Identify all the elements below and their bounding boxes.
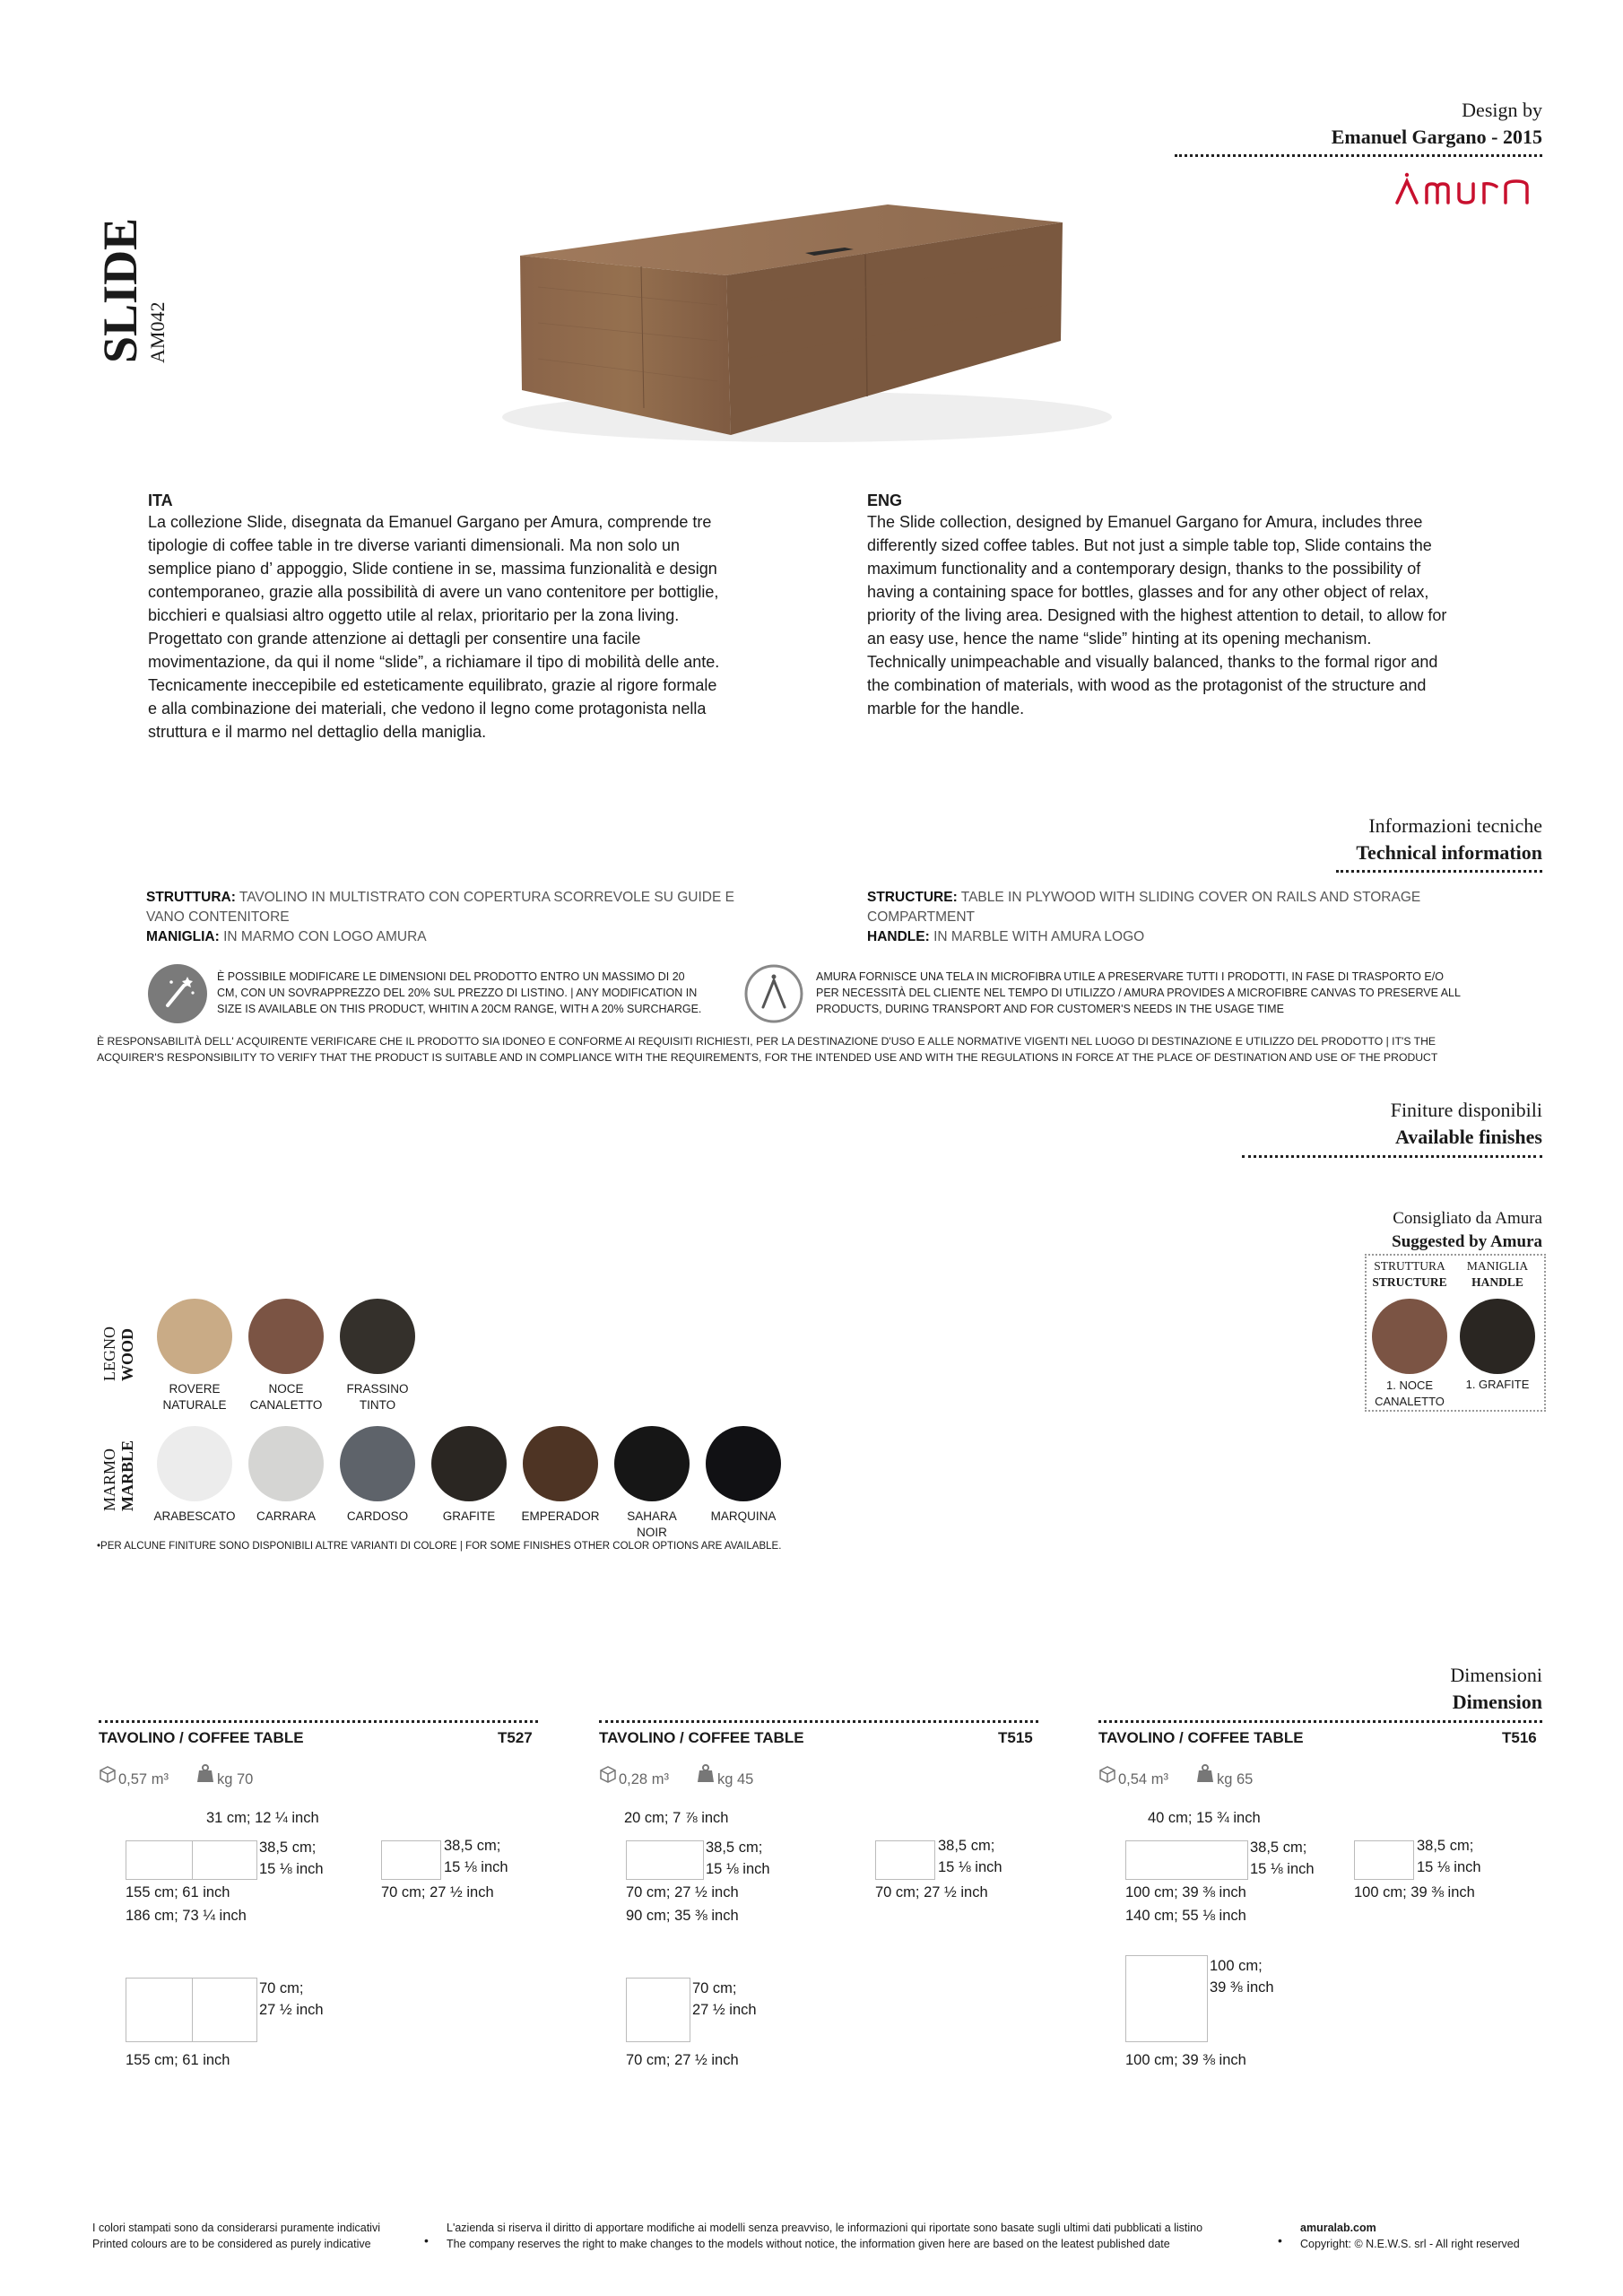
side-length: 70 cm; 27 ½ inch [875,1884,988,1900]
suggested-handle-name: 1. GRAFITE [1465,1378,1530,1391]
microfiber-canvas-icon [744,964,803,1023]
front-view-drawing [126,1840,257,1880]
finishes-title-en: Available finishes [1394,1126,1542,1148]
side-length: 100 cm; 39 ⅜ inch [1354,1884,1475,1900]
front-height-2: 15 ⅛ inch [706,1861,770,1877]
marble-swatch [248,1426,324,1501]
marble-swatch-label [420,1509,518,1525]
product-image [466,188,1112,448]
eng-structure-text: TABLE IN PLYWOOD WITH SLIDING COVER ON RAILS AND STORAGE [960,890,1421,905]
plan-depth-2: 39 ⅜ inch [1210,1979,1274,1996]
cube-icon [599,1765,617,1787]
front-height-2: 15 ⅛ inch [259,1861,324,1877]
marble-swatch [431,1426,507,1501]
marble-swatch-label-line: ARABESCATO [153,1509,236,1523]
plan-view-drawing [1125,1955,1208,2042]
front-length-1: 155 cm; 61 inch [126,1884,230,1900]
plan-view-drawing [626,1978,690,2042]
wood-swatch-label [328,1381,427,1413]
suggested-structure-en: STRUCTURE [1372,1275,1447,1289]
weight-value: kg 70 [217,1771,254,1787]
ita-text-line: bicchieri e qualsiasi altro oggetto utile al relax, prioritario per la zona living. [148,606,680,624]
suggested-structure-label [1365,1258,1454,1291]
canvas-note-line: AMURA FORNISCE UNA TELA IN MICROFIBRA UTILE A PRESERVARE TUTTI I PRODOTTI, IN FASE DI TRASPORTO E/O [816,970,1444,983]
responsibility-note-line: ACQUIRER'S RESPONSIBILITY TO VERIFY THAT THE PRODUCT IS SUITABLE AND IN COMPLIANCE WITH THE REQUIREMENTS, FOR THE INTENDED USE AND WITH THE REGULATIONS IN FORCE AT THE PLACE OF DESTINATION AND USE OF THE PRODUCT [97,1051,1438,1064]
technical-divider [1336,870,1542,873]
marble-swatch-label-line: EMPERADOR [521,1509,600,1523]
magic-wand-icon [148,964,207,1023]
dimensions-title-it: Dimensioni [1450,1664,1542,1686]
marble-swatch-label-line: NOIR [637,1526,667,1539]
marble-swatch-label [603,1509,701,1541]
footer-bullet-2: • [1278,2233,1282,2248]
cube-icon [1098,1765,1116,1787]
wood-swatch [157,1299,232,1374]
top-width-dimension: 31 cm; 12 ¼ inch [206,1810,319,1826]
designer-name: Emanuel Gargano - 2015 [1331,126,1542,148]
side-height-2: 15 ⅛ inch [444,1859,508,1875]
marble-swatch-label-line: CARDOSO [346,1509,409,1523]
marble-swatch [340,1426,415,1501]
side-view-drawing [381,1840,441,1880]
ita-text-line: La collezione Slide, disegnata da Emanuel Gargano per Amura, comprende tre [148,513,712,531]
ita-text-line: tipologie di coffee table in tre diverse varianti dimensionali. Ma non solo un [148,536,681,554]
footer-copyright [1300,2220,1520,2252]
footer-colour-note [92,2220,380,2252]
wood-label-en: WOOD [118,1327,136,1381]
plan-depth-2: 27 ½ inch [259,2002,324,2018]
suggested-structure-name-1: 1. NOCE [1385,1378,1433,1392]
canvas-note-line: PRODUCTS, DURING TRANSPORT AND FOR CUSTOMER'S NEEDS IN THE USAGE TIME [816,1003,1284,1015]
dimension-table-code: T516 [1502,1729,1537,1746]
ita-label: ITA [148,491,173,509]
dimension-table-code: T527 [498,1729,533,1746]
product-title: SLIDE [93,217,147,363]
side-height-1: 38,5 cm; [938,1838,995,1854]
front-height-1: 38,5 cm; [259,1839,317,1856]
marble-swatch-label-line: SAHARA [627,1509,677,1523]
suggested-structure-name-2: CANALETTO [1375,1395,1445,1408]
side-height-2: 15 ⅛ inch [938,1859,1002,1875]
wood-swatch [340,1299,415,1374]
suggested-handle-en: HANDLE [1471,1275,1523,1289]
marble-swatch-label-line: CARRARA [256,1509,316,1523]
side-height-2: 15 ⅛ inch [1417,1859,1481,1875]
eng-description [867,491,1513,720]
suggested-structure-name [1365,1378,1454,1410]
eng-text [867,510,1513,720]
plan-depth-1: 70 cm; [692,1980,737,1996]
wood-swatch [248,1299,324,1374]
ita-text-line: e alla combinazione dei materiali, che vedono il legno come protagonista nella [148,700,707,718]
dimension-table-code: T515 [998,1729,1033,1746]
eng-handle-label: HANDLE: [867,929,930,944]
wood-swatch-label [145,1381,244,1413]
top-width-dimension: 20 cm; 7 ⅞ inch [624,1810,729,1826]
volume-value: 0,57 m³ [118,1771,169,1787]
finishes-title-it: Finiture disponibili [1390,1099,1542,1121]
front-length-2: 140 cm; 55 ⅛ inch [1125,1908,1246,1924]
canvas-note [816,969,1515,1017]
ita-text [148,510,776,744]
front-height-1: 38,5 cm; [706,1839,763,1856]
ita-text-line: Progettato con grande attenzione ai dettagli per consentire una facile [148,630,641,648]
marble-swatch [523,1426,598,1501]
wood-label-it: LEGNO [100,1326,118,1381]
ita-text-line: struttura e il marmo nel dettaglio della maniglia. [148,723,487,741]
wood-label [100,1326,136,1381]
marble-swatch [614,1426,690,1501]
wood-swatch-label-line: NATURALE [162,1398,227,1412]
ita-text-line: movimentazione, da qui il nome “slide”, a richiamare il tipo di mobilità delle ante. [148,653,720,671]
marble-label-it: MARMO [100,1448,118,1511]
front-height-2: 15 ⅛ inch [1250,1861,1315,1877]
finishes-divider [1242,1155,1542,1158]
wood-swatch-label-line: NOCE [268,1382,304,1396]
marble-label [100,1440,136,1511]
side-view-drawing [1354,1840,1414,1880]
dimension-table-name: TAVOLINO / COFFEE TABLE [599,1729,804,1746]
suggested-structure-swatch [1372,1299,1447,1374]
ita-handle-label: MANIGLIA: [146,929,220,944]
eng-text-line: having a containing space for bottles, glasses and for any other object of relax, [867,583,1429,601]
custom-size-note-line: CM, CON UN SOVRAPPREZZO DEL 20% SUL PREZZO DI LISTINO. | ANY MODIFICATION IN [217,987,698,999]
marble-swatch [706,1426,781,1501]
marble-swatch-label-line: MARQUINA [710,1509,777,1523]
suggested-structure-it: STRUTTURA [1374,1259,1445,1273]
eng-specs [867,888,1513,947]
ita-description [148,491,776,744]
plan-view-drawing [126,1978,257,2042]
ita-structure-text: TAVOLINO IN MULTISTRATO CON COPERTURA SCORREVOLE SU GUIDE E [239,890,734,905]
eng-text-line: the combination of materials, with wood as the protagonist of the structure and [867,676,1427,694]
ita-text-line: Tecnicamente ineccepibile ed esteticamente equilibrato, grazie al rigore formale [148,676,717,694]
plan-depth-2: 27 ½ inch [692,2002,757,2018]
side-height-1: 38,5 cm; [1417,1838,1474,1854]
marble-swatch-label [511,1509,610,1525]
suggested-title-it: Consigliato da Amura [1393,1209,1542,1228]
footer-colour-note-en: Printed colours are to be considered as purely indicative [92,2238,371,2250]
dimensions-title-en: Dimension [1452,1691,1542,1713]
eng-structure-label: STRUCTURE: [867,890,958,905]
front-length-1: 100 cm; 39 ⅜ inch [1125,1884,1246,1900]
side-view-drawing [875,1840,935,1880]
design-by-label: Design by [1462,99,1542,121]
dimension-table-name: TAVOLINO / COFFEE TABLE [99,1729,304,1746]
responsibility-note [97,1033,1549,1065]
eng-text-line: maximum functionality and a contemporary design, thanks to the possibility of [867,560,1421,578]
product-code: AM042 [146,301,169,363]
wood-swatch-label-line: CANALETTO [249,1398,323,1412]
header-divider [1175,154,1542,157]
ita-specs [146,888,792,947]
marble-swatch-label [145,1509,244,1525]
volume-value: 0,28 m³ [619,1771,669,1787]
wood-swatch-label-line: TINTO [359,1398,396,1412]
plan-length: 100 cm; 39 ⅜ inch [1125,2052,1246,2068]
dimension-table-name: TAVOLINO / COFFEE TABLE [1098,1729,1304,1746]
eng-text-line: Technically unimpeachable and visually balanced, thanks to the formal rigor and [867,653,1438,671]
eng-text-line: an easy use, hence the name “slide” hinting at its opening mechanism. [867,630,1372,648]
amura-logo [1394,170,1538,206]
plan-depth-1: 100 cm; [1210,1958,1263,1974]
front-length-1: 70 cm; 27 ½ inch [626,1884,739,1900]
eng-text-line: The Slide collection, designed by Emanuel Gargano for Amura, includes three [867,513,1423,531]
ita-text-line: contemporaneo, grazie alla possibilità di avere un vano contenitore per bottiglie, [148,583,719,601]
cube-icon [99,1765,117,1787]
suggested-handle-label [1453,1258,1542,1291]
canvas-note-line: PER NECESSITÀ DEL CLIENTE NEL TEMPO DI UTILIZZO / AMURA PROVIDES A MICROFIBRE CANVAS TO PRESERVE ALL [816,987,1461,999]
ita-structure-text-2: VANO CONTENITORE [146,909,290,925]
custom-size-note [217,969,737,1017]
wood-swatch-label-line: FRASSINO [346,1382,409,1396]
eng-text-line: marble for the handle. [867,700,1025,718]
dimension-divider [99,1720,538,1723]
footer-bullet: • [424,2233,429,2248]
marble-swatch-label-line: GRAFITE [442,1509,496,1523]
finishes-footnote: •PER ALCUNE FINITURE SONO DISPONIBILI ALTRE VARIANTI DI COLORE | FOR SOME FINISHES OTHER COLOR OPTIONS ARE AVAILABLE. [97,1541,782,1552]
product-title-block [94,157,202,363]
plan-view-drawing-split [192,1979,193,2041]
weight-value: kg 45 [717,1771,754,1787]
weight-value: kg 65 [1217,1771,1254,1787]
footer-copyright-text: Copyright: © N.E.W.S. srl - All right reserved [1300,2238,1520,2250]
eng-text-line: differently sized coffee tables. But not just a simple table top, Slide contains the [867,536,1432,554]
front-view-drawing [1125,1840,1248,1880]
eng-label: ENG [867,491,903,509]
marble-swatch-label [694,1509,793,1525]
weight-icon [696,1763,716,1787]
eng-text-line: priority of the living area. Designed with the highest attention to detail, to allow for [867,606,1447,624]
technical-title-it: Informazioni tecniche [1368,814,1542,837]
front-view-drawing-split [192,1841,193,1879]
side-length: 70 cm; 27 ½ inch [381,1884,494,1900]
ita-handle-text: IN MARMO CON LOGO AMURA [223,929,427,944]
plan-length: 70 cm; 27 ½ inch [626,2052,739,2068]
wood-swatch-label-line: ROVERE [169,1382,221,1396]
responsibility-note-line: È RESPONSABILITÀ DELL' ACQUIRENTE VERIFICARE CHE IL PRODOTTO SIA IDONEO E CONFORME AI REQUISITI RICHIESTI, PER LA DESTINAZIONE D'USO E ALLE NORMATIVE VIGENTI NEL LUOGO DI DESTINAZIONE E UTILIZZO DEL PRODOTTO | IT'S THE [97,1035,1436,1048]
front-length-2: 186 cm; 73 ¼ inch [126,1908,247,1924]
custom-size-note-line: SIZE IS AVAILABLE ON THIS PRODUCT, WHITIN A 20CM RANGE, WITH A 20% SURCHARGE. [217,1003,702,1015]
footer-rights-note-en: The company reserves the right to make changes to the models without notice, the information given here are based on the leatest published date [447,2238,1170,2250]
eng-handle-text: IN MARBLE WITH AMURA LOGO [933,929,1145,944]
dimension-divider [599,1720,1038,1723]
footer-colour-note-it: I colori stampati sono da considerarsi puramente indicativi [92,2222,380,2234]
footer-rights-note-it: L'azienda si riserva il diritto di apportare modifiche ai modelli senza preavviso, le informazioni qui riportate sono basate sugli ultimi dati pubblicati a listino [447,2222,1203,2234]
weight-icon [1195,1763,1215,1787]
suggested-handle-it: MANIGLIA [1466,1259,1529,1273]
suggested-title-en: Suggested by Amura [1392,1232,1542,1251]
weight-icon [195,1763,215,1787]
marble-label-en: MARBLE [118,1439,136,1511]
plan-depth-1: 70 cm; [259,1980,304,1996]
custom-size-note-line: È POSSIBILE MODIFICARE LE DIMENSIONI DEL PRODOTTO ENTRO UN MASSIMO DI 20 [217,970,685,983]
footer-site-link[interactable]: amuralab.com [1300,2222,1376,2234]
marble-swatch-label [237,1509,335,1525]
footer-rights-note [447,2220,1202,2252]
wood-swatch-label [237,1381,335,1413]
ita-text-line: semplice piano d’ appoggio, Slide contiene in se, massima funzionalità e design [148,560,717,578]
ita-structure-label: STRUTTURA: [146,890,236,905]
suggested-handle-swatch [1460,1299,1535,1374]
plan-length: 155 cm; 61 inch [126,2052,230,2068]
front-view-drawing [626,1840,704,1880]
dimension-divider [1098,1720,1542,1723]
front-height-1: 38,5 cm; [1250,1839,1307,1856]
side-height-1: 38,5 cm; [444,1838,501,1854]
eng-structure-text-2: COMPARTMENT [867,909,975,925]
front-length-2: 90 cm; 35 ⅜ inch [626,1908,739,1924]
technical-title-en: Technical information [1356,841,1542,864]
top-width-dimension: 40 cm; 15 ¾ inch [1148,1810,1261,1826]
marble-swatch-label [328,1509,427,1525]
marble-swatch [157,1426,232,1501]
volume-value: 0,54 m³ [1118,1771,1168,1787]
